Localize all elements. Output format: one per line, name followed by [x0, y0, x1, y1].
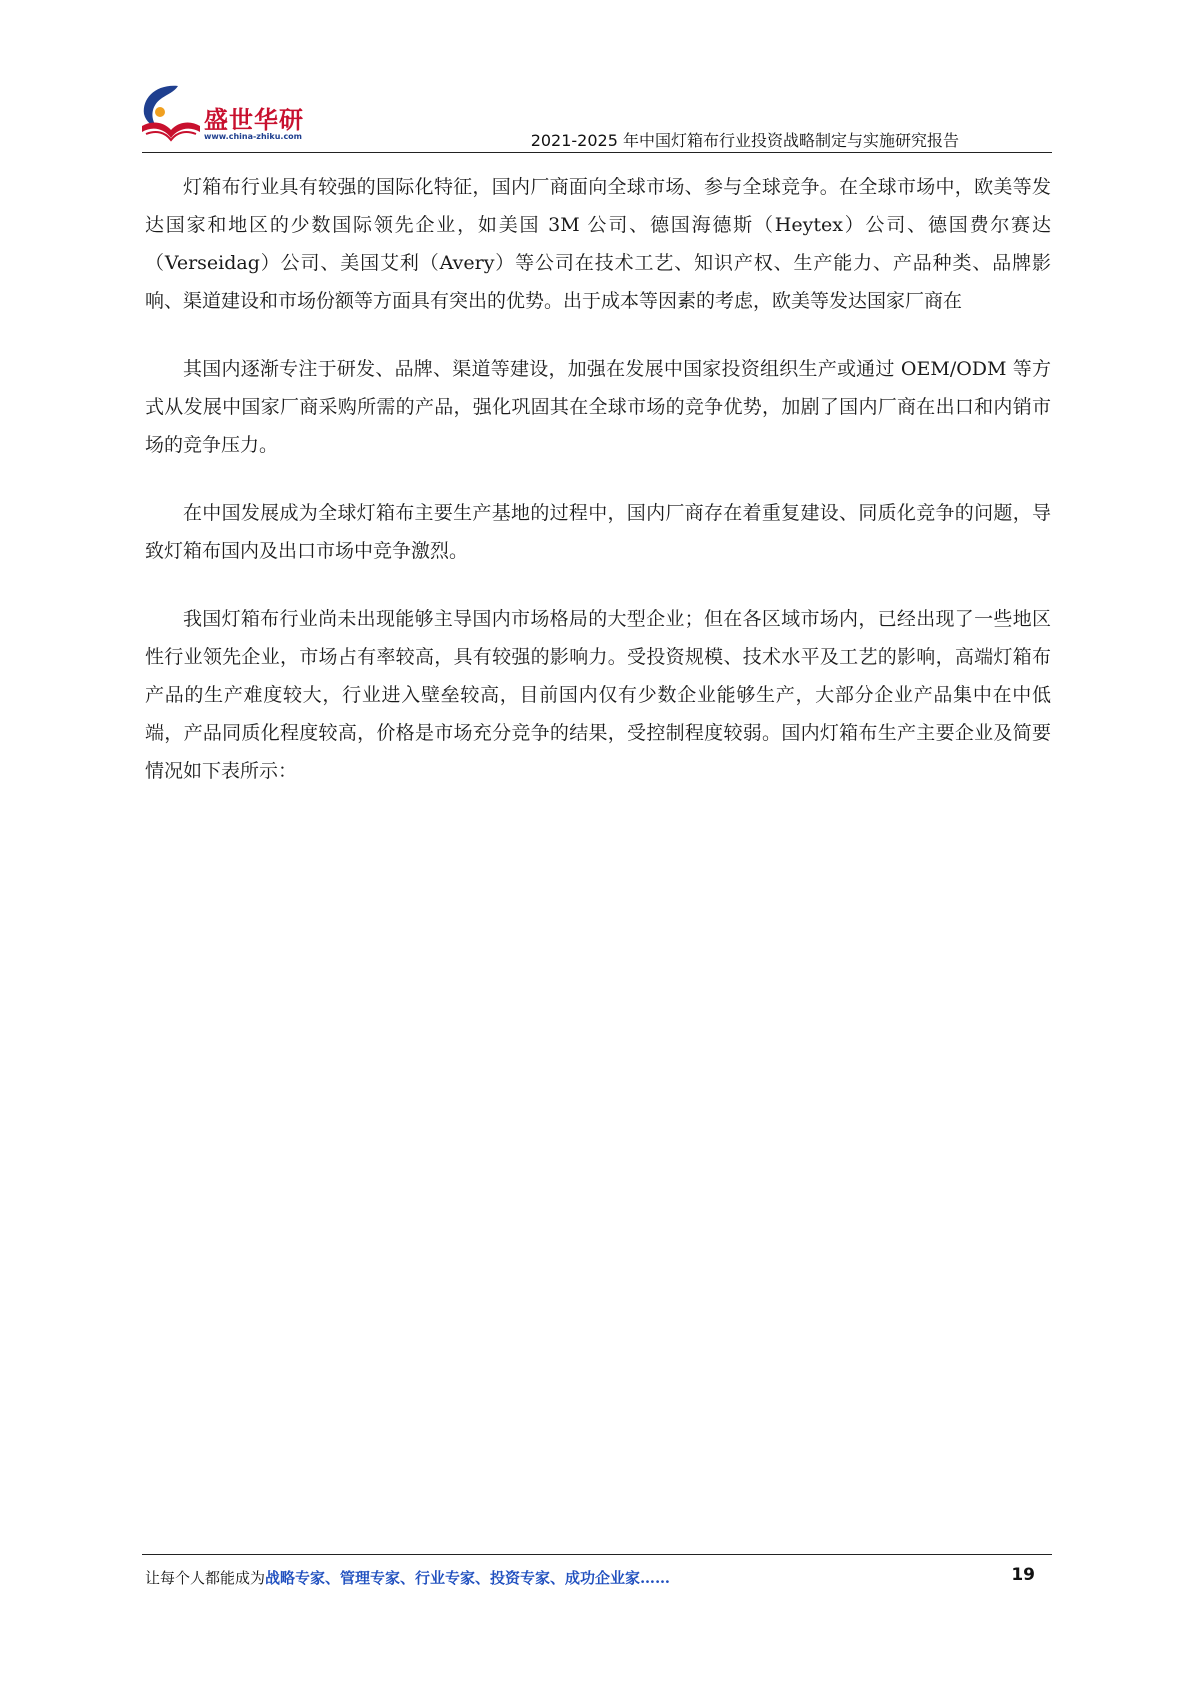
logo-name: 盛世华研: [204, 106, 304, 134]
logo-url: www.china-zhiku.com: [204, 132, 303, 141]
paragraph: 我国灯箱布行业尚未出现能够主导国内市场格局的大型企业；但在各区域市场内，已经出现了一些地区性行业领先企业，市场占有率较高，具有较强的影响力。受投资规模、技术水平及工艺的影响，高端灯箱布产品的生产难度较大，行业进入壁垒较高，目前国内仅有少数企业能够生产，大部分企业产品集中在中低端，产品同质化程度较高，价格是市场充分竞争的结果，受控制程度较弱。国内灯箱布生产主要企业及简要情况如下表所示：: [145, 608, 1051, 782]
paragraph: 其国内逐渐专注于研发、品牌、渠道等建设，加强在发展中国家投资组织生产或通过 OEM/ODM 等方式从发展中国家厂商采购所需的产品，强化巩固其在全球市场的竞争优势，加剧了国内厂商在出口和内销市场的竞争压力。: [145, 358, 1051, 456]
paragraph: 在中国发展成为全球灯箱布主要生产基地的过程中，国内厂商存在着重复建设、同质化竞争的问题，导致灯箱布国内及出口市场中竞争激烈。: [145, 502, 1051, 562]
page-header: [0, 0, 1191, 160]
logo-emblem-icon: [138, 82, 204, 144]
company-logo: [138, 82, 318, 148]
report-title: 2021-2025 年中国灯箱布行业投资战略制定与实施研究报告: [530, 131, 959, 150]
body-content: [145, 168, 1051, 820]
paragraph: 灯箱布行业具有较强的国际化特征，国内厂商面向全球市场、参与全球竞争。在全球市场中，欧美等发达国家和地区的少数国际领先企业，如美国 3M 公司、德国海德斯（Heytex）公司、德国费尔赛达（Verseidag）公司、美国艾利（Avery）等公司在技术工艺、知识产权、生产能力、产品种类、品牌影响、渠道建设和市场份额等方面具有突出的优势。出于成本等因素的考虑，欧美等发达国家厂商在: [145, 176, 1051, 312]
slogan-prefix: 让每个人都能成为: [145, 1569, 266, 1587]
page-number: 19: [1011, 1565, 1035, 1585]
header-divider: [142, 152, 1052, 153]
slogan-highlight: 战略专家、管理专家、行业专家、投资专家、成功企业家……: [265, 1569, 671, 1587]
footer-slogan: [145, 1567, 670, 1588]
footer-divider: [142, 1554, 1052, 1555]
